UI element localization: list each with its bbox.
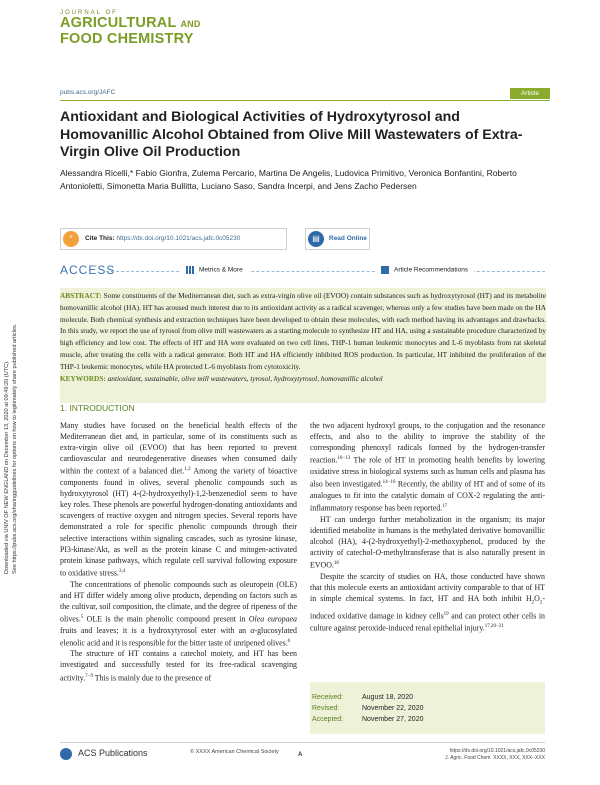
intro-paragraph-1: Many studies have focused on the beneficial health effects of the Mediterranean diet and, in particular, some of its constituents such as extra-virgin olive oil (EVOO) that has been reported to prevent cardiovascular and neurodegenerative diseases when consumed daily within the context of a balanced diet.$^{1,2}$ Among the variety of bioactive components found in olives, several phenolic compounds such as hydroxytyrosol (HT) 4-(2-hydroxyethyl)-1,2-benzenediol seem to have key roles. These phenols are powerful hydrogen-donating antioxidants and scavengers of reactive oxygen and nitrogen species. Several reports have demonstrated a role for specific phenolic compounds through their selective interactions within signaling cascades, such as tyrosine kinase, PI3-kinase/Akt, as well as the protein kinase C and mitogen-activated protein kinase pathways, which regulate cell survival following exposure to oxidative stress.$^{3,4}$ [60,421,297,578]
journal-url-link[interactable]: pubs.acs.org/JAFC [60,89,116,96]
keywords-label: KEYWORDS: [60,373,106,383]
body-column-left [60,420,297,683]
abstract-paragraph [60,290,546,384]
read-online-button[interactable] [305,228,370,250]
metrics-and-more-link[interactable] [180,266,249,274]
journal-masthead [60,10,201,47]
page-number: A [298,752,303,758]
document-icon [381,266,389,274]
access-dashed-line [106,271,545,272]
journal-title-line-1: AGRICULTURAL [60,15,177,31]
side-note-line-1: Downloaded via UNIV OF NEW ENGLAND on December 13, 2020 at 09:49:20 (UTC). [4,360,10,574]
header-divider [60,100,550,101]
abstract-label: ABSTRACT: [60,291,102,300]
intro-paragraph-6: Despite the scarcity of studies on HA, those conducted have shown that this molecule exerts an antioxidant activity comparable to that of HT in simple chemical systems. In fact, HT and HA both inhibit $H_2O_2$-induced oxidative damage in kidney cells$^{19}$ and can protect other cells in culture against peroxide-induced renal epithelial injury.$^{17,20-21}$ [310,571,545,633]
keywords-text: antioxidant, sustainable, olive mill wastewaters, tyrosol, hydroxytyrosol, homovanillic alcohol [107,373,383,383]
intro-paragraph-3: The structure of HT contains a catechol moiety, and HT has been investigated and successfully tested for its free-radical scavenging activity.$^{7-9}$ This is mainly due to the presence of [60,649,297,683]
section-heading-introduction: 1. INTRODUCTION [60,403,135,413]
accepted-row: Accepted: November 27, 2020 [312,716,424,723]
article-recommendations-link[interactable] [375,266,474,274]
footer-doi-link[interactable]: https://dx.doi.org/10.1021/acs.jafc.0c05230 [449,748,545,754]
revised-row: Revised: November 22, 2020 [312,705,424,712]
intro-paragraph-5: HT can undergo further metabolization in the organism; its major identified metabolite in humans is the methylated derivative homovanillic alcohol (HA), 4-(2-hydroxyethyl)-2-methoxyphenol, produced by the activity of catechol-O-methyltransferase that is also naturally present in EVOO.$^{18}$ [310,514,545,570]
abstract-box [60,288,546,403]
journal-title-and: AND [180,19,201,29]
url-row [60,88,550,100]
body-column-right [310,420,545,634]
quote-icon: ” [63,231,79,247]
bar-chart-icon [186,266,194,274]
download-side-note [3,234,33,574]
received-row: Received: August 18, 2020 [312,694,413,701]
book-icon: ▤ [308,231,324,247]
intro-paragraph-2: The concentrations of phenolic compounds such as oleuropein (OLE) and HT differ widely among olive products, depending on factors such as the cultivar, soil composition, the climate, and the degree of ripeness of the olives.$^5$ OLE is the main phenolic compound present in Olea europaea fruits and leaves; it is a hydroxytyrosol ester with an α-glucosylated elenolic acid and it is responsible for the bitter taste of unripened olives.$^6$ [60,579,297,648]
side-note-line-2: See https://pubs.acs.org/sharingguidelines for options on how to legitimately share published articles. [12,323,18,574]
journal-title-line-2: FOOD CHEMISTRY [60,31,194,47]
footer-divider [60,742,545,743]
access-label: ACCESS [60,263,116,277]
article-type-tab: Article [510,88,550,99]
article-title: Antioxidant and Biological Activities of Hydroxytyrosol and Homovanillic Alcohol Obtained from Olive Mill Wastewaters of Extra-Virgin Olive Oil Production [60,109,523,160]
footer-doi-block [440,748,545,762]
journal-small-label: JOURNAL OF [60,10,118,16]
cite-doi-link[interactable]: https://dx.doi.org/10.1021/acs.jafc.0c05230 [116,235,241,242]
cite-label: Cite This: [85,235,115,242]
recs-label: Article Recommendations [394,266,469,274]
abstract-text: Some constituents of the Mediterranean diet, such as extra-virgin olive oil (EVOO) contain substances such as hydroxytyrosol (HT) and its metabolite homovanillic alcohol (HA). HT has aroused much interest due to its antioxidant activity as a radical scavenger, whereas only a few studies have been made on the HA molecule. Both chemical synthesis and extraction techniques have been developed to obtain these molecules, with each method having its advantages and drawbacks. In this study, we report the use of tyrosol from olive mill wastewaters as a starting molecule to synthesize HT and HA, using a sustainable procedure characterized by high efficiency and low cost. The effects of HT and HA were evaluated on two cell lines, THP-1 human leukemic monocytes and L-6 myoblasts from rat skeletal muscle, after treating the cells with a radical generator. Both HT and HA efficiently inhibited ROS production. In particular, HT inhibited the proliferation of the THP-1 leukemic monocytes, while HA protected L-6 myoblasts from cytotoxicity. [60,291,546,371]
cite-this-box[interactable] [60,228,287,250]
metrics-label: Metrics & More [199,266,243,274]
acs-logo-icon [60,748,72,760]
publication-dates-box [310,682,545,734]
publisher-name: ACS Publications [78,748,148,758]
copyright-notice: © XXXX American Chemical Society [190,749,279,755]
access-row [60,263,545,279]
author-list: Alessandra Ricelli,* Fabio Gionfra, Zulema Percario, Martina De Angelis, Ludovica Primitivo, Veronica Bonfantini, Roberto Antonioletti, Simonetta Maria Bullitta, Luciano Saso, Sandra Incerpi, and Jens Zacho Pedersen [60,168,517,192]
footer-citation: J. Agric. Food Chem. XXXX, XXX, XXX−XXX [445,755,545,761]
intro-paragraph-4: the two adjacent hydroxyl groups, to the conjugation and the resonance effects, and also to the ability to improve the stability of the corresponding phenoxyl radicals formed by the hydrogen-transfer reaction.$^{10-13}$ The role of HT in promoting health benefits by lowering oxidative stress in biological systems such as human cells and plasma has also been investigated.$^{14-16}$ Recently, the ability of HT and of some of its analogues to fit into the catalytic domain of COX-2 regulating the anti-inflammatory response has been reported.$^{17}$ [310,421,545,513]
read-online-label: Read Online [329,235,367,242]
